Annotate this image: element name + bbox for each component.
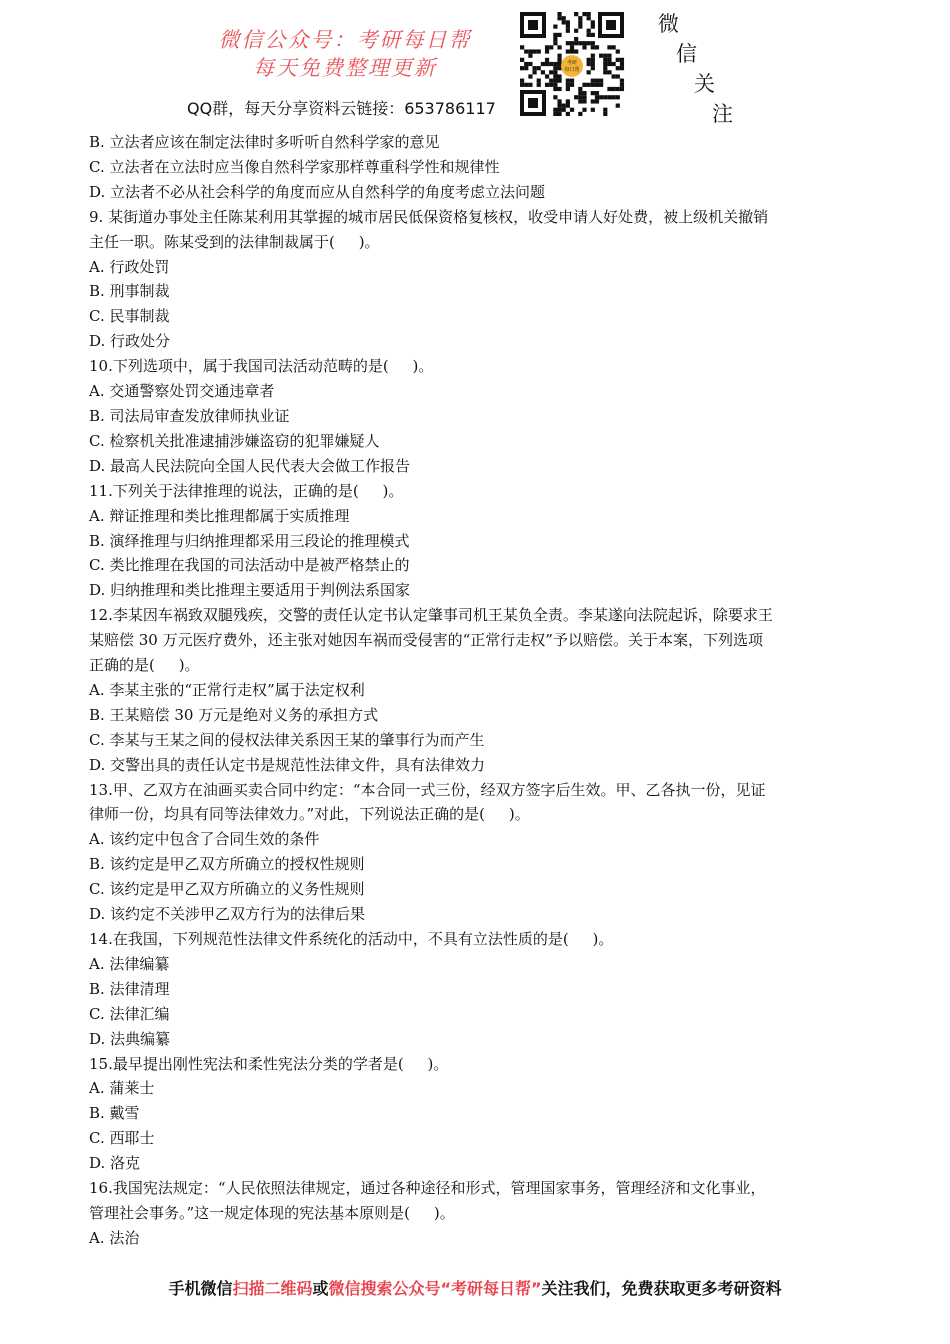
text-line: 管理社会事务。”这一规定体现的宪法基本原则是( )。: [89, 1203, 455, 1222]
footer-text-2: 关注我们，免费获取更多考研资料: [541, 1279, 782, 1298]
text-line: D. 立法者不必从社会科学的角度而应从自然科学的角度考虑立法问题: [89, 182, 546, 201]
text-line: A. 法律编纂: [89, 954, 170, 973]
page-footer: [0, 1276, 950, 1299]
text-line: D. 最高人民法院向全国人民代表大会做工作报告: [89, 456, 411, 475]
text-line: D. 该约定不关涉甲乙双方行为的法律后果: [89, 905, 366, 924]
text-line: B. 法律清理: [89, 979, 170, 998]
text-line: 10.下列选项中，属于我国司法活动范畴的是( )。: [89, 357, 434, 376]
vertical-label-char-3: 关: [694, 72, 715, 96]
text-line: D. 交警出具的责任认定书是规范性法律文件，具有法律效力: [89, 755, 486, 774]
text-line: 13.甲、乙双方在油画买卖合同中约定：“本合同一式三份，经双方签字后生效。甲、乙各执一份，见证: [89, 780, 766, 799]
text-line: 11.下列关于法律推理的说法，正确的是( )。: [89, 481, 404, 500]
text-line: A. 李某主张的“正常行走权”属于法定权利: [89, 680, 365, 699]
qr-logo-text1: 考研: [566, 60, 578, 66]
text-line: 14.在我国，下列规范性法律文件系统化的活动中，不具有立法性质的是( )。: [89, 930, 614, 948]
text-line: C. 类比推理在我国的司法活动中是被严格禁止的: [89, 556, 410, 575]
qr-code: [518, 10, 626, 118]
qr-logo-text2: 每日帮: [564, 67, 580, 73]
text-line: B. 戴雪: [89, 1104, 140, 1123]
text-line: B. 司法局审查发放律师执业证: [89, 406, 290, 425]
text-line: C. 该约定是甲乙双方所确立的义务性规则: [89, 880, 365, 899]
text-line: D. 行政处分: [89, 332, 171, 351]
header-title-line1: 微信公众号：考研每日帮: [218, 28, 472, 52]
text-line: 某赔偿 30 万元医疗费外，还主张对她因车祸而受侵害的“正常行走权”予以赔偿。关于本案，下列选项: [89, 631, 763, 650]
text-line: C. 西耶士: [89, 1129, 155, 1148]
footer-scan-qr: 扫描二维码: [232, 1279, 313, 1298]
text-line: D. 法典编纂: [89, 1029, 171, 1048]
text-line: D. 洛克: [89, 1154, 141, 1173]
text-line: 15.最早提出刚性宪法和柔性宪法分类的学者是( )。: [89, 1054, 449, 1073]
vertical-label-char-4: 注: [712, 102, 733, 126]
text-line: A. 法治: [89, 1228, 140, 1247]
text-line: B. 该约定是甲乙双方所确立的授权性规则: [89, 855, 365, 874]
vertical-label-char-2: 信: [676, 42, 697, 66]
question-content: [89, 130, 864, 1251]
text-line: C. 立法者在立法时应当像自然科学家那样尊重科学性和规律性: [89, 157, 500, 176]
text-line: 律师一份，均具有同等法律效力。”对此，下列说法正确的是( )。: [89, 805, 530, 824]
text-line: A. 行政处罚: [89, 257, 170, 276]
text-line: C. 民事制裁: [89, 307, 170, 326]
text-line: 主任一职。陈某受到的法律制裁属于( )。: [89, 232, 380, 251]
text-line: 16.我国宪法规定：“人民依照法律规定，通过各种途径和形式，管理国家事务，管理经济和文化事业，: [89, 1179, 766, 1198]
footer-search-account: 微信搜索公众号“考研每日帮”: [328, 1279, 542, 1298]
text-line: A. 交通警察处罚交通违章者: [89, 382, 275, 401]
footer-text-or: 或: [312, 1279, 329, 1298]
footer-text-1: 手机微信: [168, 1279, 233, 1298]
text-line: B. 演绎推理与归纳推理都采用三段论的推理模式: [89, 531, 410, 550]
text-line: C. 检察机关批准逮捕涉嫌盗窃的犯罪嫌疑人: [89, 431, 380, 450]
text-line: C. 法律汇编: [89, 1004, 170, 1023]
text-line: A. 辩证推理和类比推理都属于实质推理: [89, 506, 350, 525]
text-line: C. 李某与王某之间的侵权法律关系因王某的肇事行为而产生: [89, 730, 485, 749]
text-line: B. 王某赔偿 30 万元是绝对义务的承担方式: [89, 705, 379, 724]
text-line: A. 蒲莱士: [89, 1079, 155, 1098]
text-line: A. 该约定中包含了合同生效的条件: [89, 830, 320, 849]
qr-logo-icon: [561, 55, 583, 77]
header-title-line2: 每天免费整理更新: [253, 56, 437, 80]
qq-group-line: QQ群，每天分享资料云链接：653786117: [187, 99, 496, 118]
text-line: 12.李某因车祸致双腿残疾，交警的责任认定书认定肇事司机王某负全责。李某遂向法院起诉，除要求王: [89, 606, 773, 625]
text-line: 正确的是( )。: [89, 656, 200, 675]
text-line: 9. 某街道办事处主任陈某利用其掌握的城市居民低保资格复核权，收受申请人好处费，被上级机关撤销: [89, 207, 769, 226]
vertical-label-char-1: 微: [658, 12, 679, 36]
text-line: B. 立法者应该在制定法律时多听听自然科学家的意见: [89, 133, 440, 151]
text-line: B. 刑事制裁: [89, 282, 170, 301]
text-line: D. 归纳推理和类比推理主要适用于判例法系国家: [89, 581, 411, 600]
